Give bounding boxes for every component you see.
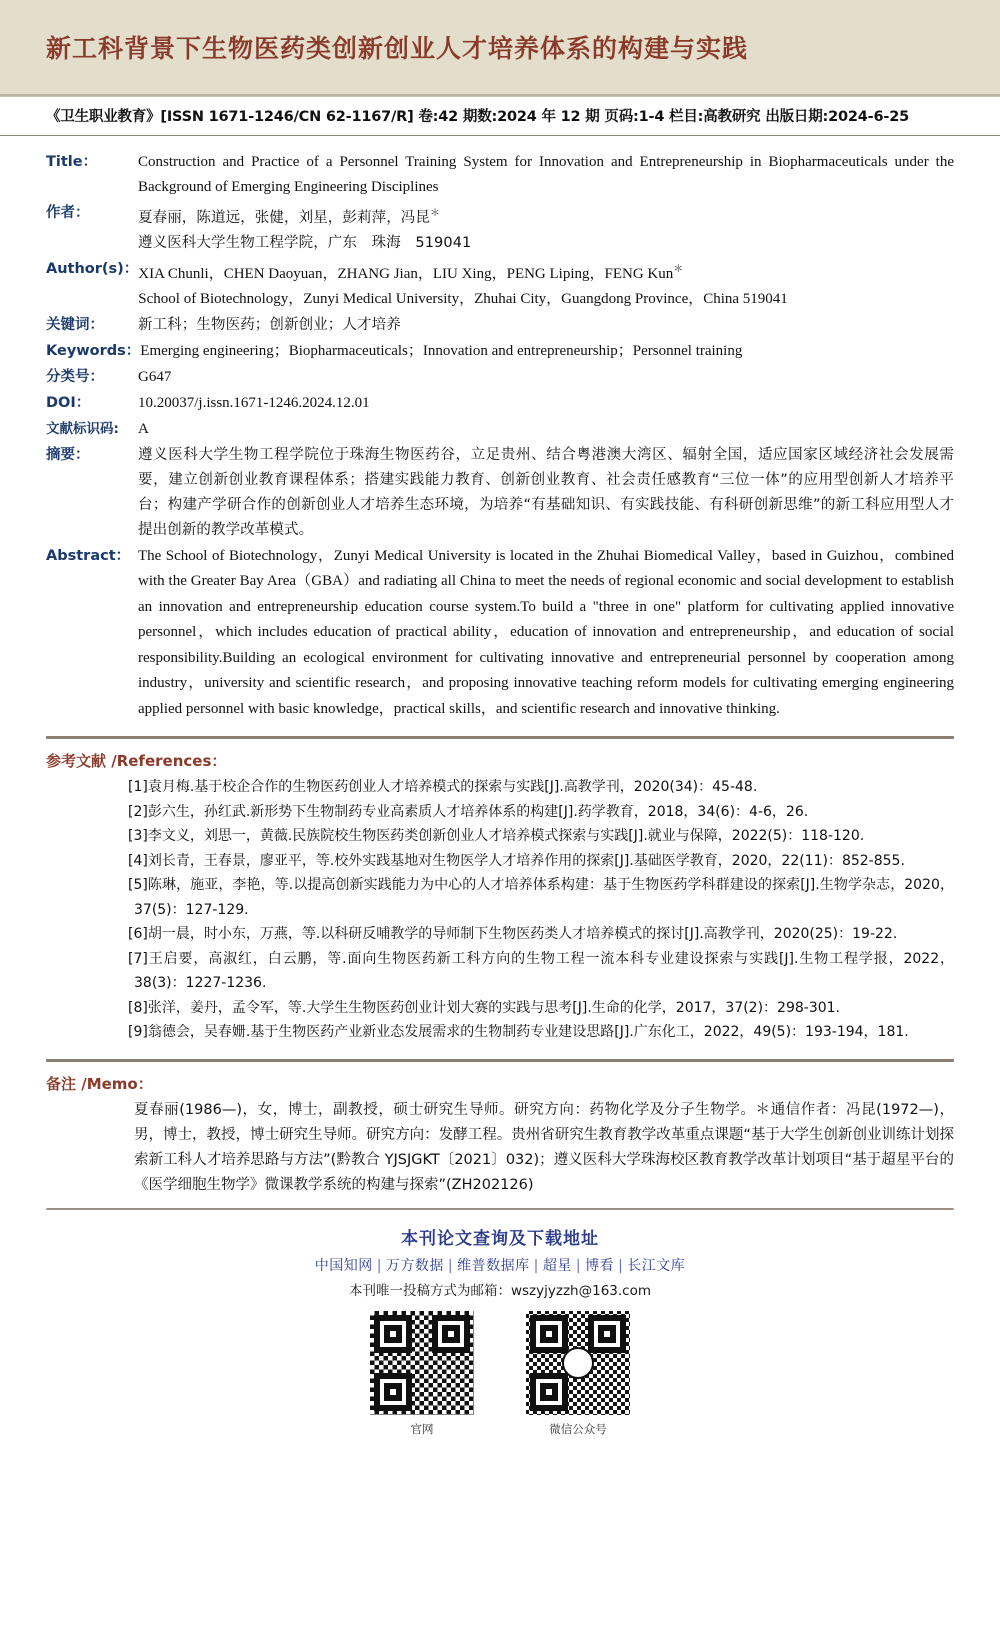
wechat-logo-icon: [562, 1347, 594, 1379]
footer: [0, 1208, 1000, 1437]
meta-row-authors-en: [46, 257, 954, 312]
submission-email-text: 本刊唯一投稿方式为邮箱：wszyjyzzh@163.com: [348, 1282, 651, 1299]
page-title: 新工科背景下生物医药类创新创业人才培养体系的构建与实践: [46, 34, 749, 63]
separator: |: [533, 1257, 539, 1274]
abstract-cn-value: 遵义医科大学生物工程学院位于珠海生物医药谷，立足贵州、结合粤港澳大湾区、辐射全国，适应国家区域经济社会发展需要，建立创新创业教育课程体系；搭建实践能力教育、创新创业教育、社会责任感教育“三位一体”的应用型创新人才培养平台；构建产学研合作的创新创业人才培养生态环境，为培养“有基础知识、有实践技能、有科研创新思维”的新工科应用型人才提出创新的教学改革模式。: [138, 446, 954, 538]
separator: |: [376, 1257, 382, 1274]
abstract-en-label: Abstract：: [46, 547, 131, 564]
list-item: [1]袁月梅.基于校企合作的生物医药创业人才培养模式的探索与实践[J].高教学刊，2020(34)：45-48.: [128, 779, 758, 796]
list-item: [6]胡一晨，时小东，万燕，等.以科研反哺教学的导师制下生物医药类人才培养模式的探讨[J].高教学刊，2020(25)：19-22.: [128, 926, 898, 943]
database-link-chaoxing[interactable]: 超星: [542, 1257, 572, 1274]
database-link-bokan[interactable]: 博看: [585, 1257, 615, 1274]
clc-label: 分类号：: [46, 368, 104, 385]
qr-code-icon[interactable]: [368, 1309, 476, 1417]
references-heading: 参考文献 /References：: [46, 752, 227, 771]
qr-caption-website: 官网: [410, 1421, 434, 1436]
list-item: [5]陈琳，施亚，李艳，等.以提高创新实践能力为中心的人才培养体系构建：基于生物医药学科群建设的探索[J].生物学杂志，2020，37(5)：127-129.: [128, 877, 954, 918]
keywords-cn-value: 新工科；生物医药；创新创业；人才培养: [138, 316, 401, 333]
list-item: [2]彭六生，孙红武.新形势下生物制药专业高素质人才培养体系的构建[J].药学教育，2018，34(6)：4-6，26.: [128, 803, 809, 820]
list-item: [7]王启要，高淑红，白云鹏，等.面向生物医药新工科方向的生物工程一流本科专业建设探索与实践[J].生物工程学报，2022，38(3)：1227-1236.: [128, 950, 954, 992]
meta-row-title: [46, 150, 954, 200]
qr-caption-wechat: 微信公众号: [549, 1421, 607, 1436]
meta-row-doi: [46, 391, 954, 416]
authors-en-value: [138, 257, 954, 287]
article-metadata: [0, 136, 1000, 722]
meta-row-abstract-cn: [46, 443, 954, 543]
separator: |: [575, 1257, 582, 1274]
doccode-value: A: [138, 420, 149, 437]
meta-row-authors-cn: [46, 201, 954, 256]
journal-citation-strip: [0, 96, 1000, 136]
footer-title: 本刊论文查询及下载地址: [401, 1228, 599, 1249]
database-link-wanfang[interactable]: 万方数据: [385, 1257, 444, 1274]
meta-row-keywords-cn: [46, 313, 954, 338]
database-link-cqvip[interactable]: 维普数据库: [457, 1257, 530, 1274]
list-item: [3]李文义，刘思一，黄薇.民族院校生物医药类创新创业人才培养模式探索与实践[J].就业与保障，2022(5)：118-120.: [128, 828, 865, 845]
doccode-label: 文献标识码:: [46, 420, 119, 437]
authors-en-names: XIA Chunli，CHEN Daoyuan，ZHANG Jian，LIU Xing，PENG Liping，FENG Kun: [138, 265, 674, 282]
database-link-changjiang[interactable]: 长江文库: [627, 1257, 686, 1274]
qr-cell-wechat: [524, 1309, 632, 1437]
abstract-en-value: The School of Biotechnology，Zunyi Medical University is located in the Zhuhai Biomedical Valley，based in Guizhou，combined with the Greater Bay Area（GBA）and radiating all China to meet the needs of regional economic and social development to establish an innovation and entrepreneurship education course system.To build a "three in one" platform for cultivating applied innovative personnel，which includes education of practical ability，education of innovation and entrepreneurship，and education of social responsibility.Building an ecological environment for cultivating innovative and entrepreneurial personnel by cooperation among industry，university and scientific research，and proposing innovative teaching reform models for cultivating emerging engineering applied personnel with basic knowledge，practical skills，and scientific research and innovative thinking.: [138, 547, 954, 717]
corresponding-author-marker: ＊: [430, 208, 441, 219]
title-value: Construction and Practice of a Personnel Training System for Innovation and Entrepreneurship in Biopharmaceuticals under the Background of Emerging Engineering Disciplines: [138, 154, 954, 195]
abstract-cn-label: 摘要：: [46, 446, 90, 463]
meta-row-doccode: [46, 417, 954, 442]
title-label: Title：: [46, 154, 98, 170]
article-banner: [0, 0, 1000, 96]
keywords-cn-label: 关键词：: [46, 316, 104, 333]
meta-row-abstract-en: [46, 544, 954, 723]
authors-cn-affiliation: 遵义医科大学生物工程学院，广东 珠海 519041: [138, 234, 472, 251]
footer-database-list: [46, 1255, 954, 1275]
qr-cell-website: [368, 1309, 476, 1437]
authors-cn-label: 作者：: [46, 205, 90, 221]
database-link-cnki[interactable]: 中国知网: [314, 1257, 373, 1274]
qr-code-icon[interactable]: [524, 1309, 632, 1417]
list-item: [4]刘长青，王春景，廖亚平，等.校外实践基地对生物医学人才培养作用的探索[J].基础医学教育，2020，22(11)：852-855.: [128, 852, 905, 869]
authors-cn-names: 夏春丽，陈道远，张健，刘星，彭莉萍，冯昆: [138, 209, 430, 226]
meta-row-clc: [46, 365, 954, 390]
doi-label: DOI：: [46, 394, 91, 411]
separator: |: [618, 1257, 624, 1274]
keywords-en-label: Keywords：: [46, 342, 141, 359]
memo-heading: 备注 /Memo：: [46, 1074, 153, 1093]
doi-value: 10.20037/j.issn.1671-1246.2024.12.01: [138, 394, 370, 411]
meta-row-keywords-en: [46, 339, 954, 364]
list-item: [8]张洋，姜丹，孟令军，等.大学生生物医药创业计划大赛的实践与思考[J].生命的化学，2017，37(2)：298-301.: [128, 999, 841, 1016]
keywords-en-value: Emerging engineering；Biopharmaceuticals；Innovation and entrepreneurship；Personnel training: [140, 342, 743, 359]
authors-en-label: Author(s)：: [46, 260, 139, 277]
authors-cn-value: [138, 201, 954, 231]
separator: |: [447, 1257, 454, 1274]
memo-body: 夏春丽(1986—)，女，博士，副教授，硕士研究生导师。研究方向：药物化学及分子生物学。＊通信作者：冯昆(1972—)，男，博士，教授，博士研究生导师。研究方向：发酵工程。贵州省研究生教育教学改革重点课题“基于大学生创新创业训练计划探索新工科人才培养思路与方法”(黔教合 YJSJGKT〔2021〕032)；遵义医科大学珠海校区教育教学改革计划项目“基于超星平台的《医学细胞生物学》微课教学系统的构建与探索”(ZH202126): [134, 1101, 954, 1193]
journal-citation-text: 《卫生职业教育》[ISSN 1671-1246/CN 62-1167/R] 卷:42 期数:2024 年 12 期 页码:1-4 栏目:高教研究 出版日期:2024-6-25: [46, 109, 909, 125]
corresponding-author-marker-en: ＊: [673, 263, 684, 275]
clc-value: G647: [138, 368, 172, 385]
references-list: [0, 775, 1000, 1045]
list-item: [9]翁德会，吴春姗.基于生物医药产业新业态发展需求的生物制药专业建设思路[J].广东化工，2022，49(5)：193-194，181.: [128, 1024, 909, 1041]
authors-en-affiliation: School of Biotechnology，Zunyi Medical University，Zhuhai City，Guangdong Province，China 519041: [138, 290, 788, 307]
qr-code-row: [46, 1309, 954, 1437]
